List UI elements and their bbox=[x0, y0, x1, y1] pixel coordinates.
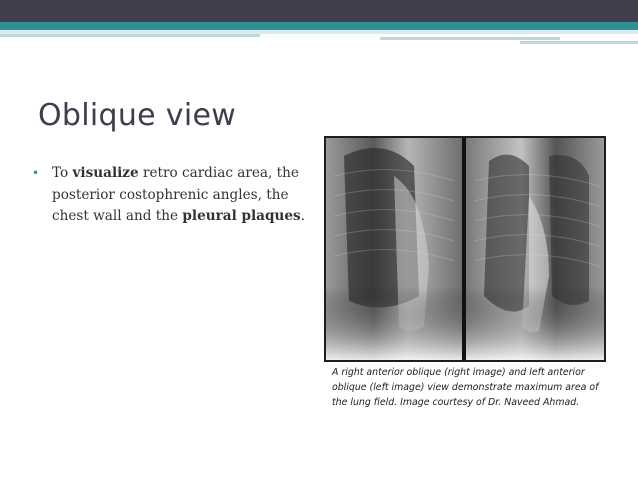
bullet-prefix: To bbox=[52, 165, 73, 181]
bullet-body: retro cardiac area, the posterior costophrenic angles, the chest wall and the bbox=[52, 165, 299, 224]
bullet-suffix: . bbox=[300, 208, 305, 224]
bullet-icon: • bbox=[32, 166, 40, 180]
header-accent-segment bbox=[520, 41, 638, 44]
bullet-emphasis-visualize: visualize bbox=[72, 165, 139, 181]
xray-figure bbox=[324, 136, 606, 362]
slide-title: Oblique view bbox=[38, 98, 237, 133]
bullet-emphasis-pleural-plaques: pleural plaques bbox=[182, 208, 301, 224]
right-xray-panel bbox=[466, 138, 604, 360]
figure-caption: A right anterior oblique (right image) and left anterior oblique (left image) view demonstrate maximum area of the lung field. Image courtesy of Dr. Naveed Ahmad. bbox=[332, 367, 599, 408]
bullet-item bbox=[52, 163, 318, 228]
header-accent-segment bbox=[0, 34, 260, 37]
xray-image bbox=[324, 136, 606, 362]
header-accent-segment bbox=[380, 37, 560, 40]
header-bar bbox=[0, 0, 638, 22]
left-xray-panel bbox=[326, 138, 462, 360]
bullet-list bbox=[32, 163, 318, 228]
header-accent-stripe bbox=[0, 22, 638, 30]
